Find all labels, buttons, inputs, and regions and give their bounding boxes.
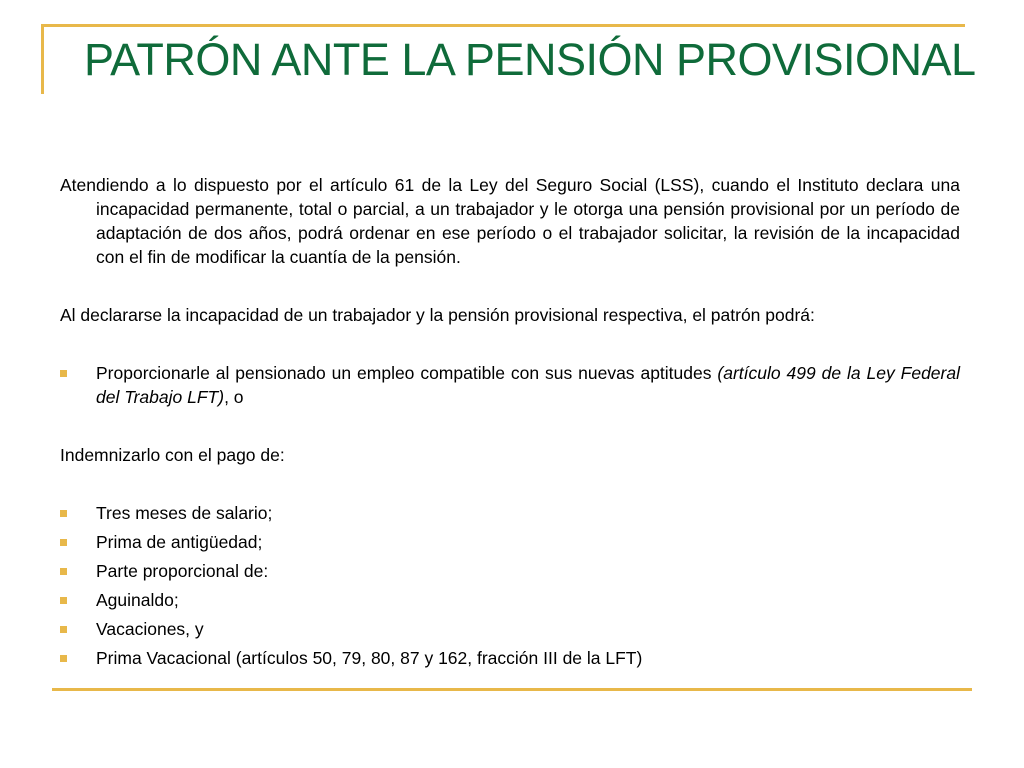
list-item [60, 646, 960, 670]
list-item [60, 617, 960, 641]
square-bullet-icon [60, 510, 67, 517]
declaration-paragraph: Al declararse la incapacidad de un trabajador y la pensión provisional respectiva, el patrón podrá: [60, 305, 815, 325]
intro-paragraph: Atendiendo a lo dispuesto por el artículo 61 de la Ley del Seguro Social (LSS), cuando el Instituto declara una incapacidad permanente, total o parcial, a un trabajador y le otorga una pensión provisional por un período de adaptación de dos años, podrá ordenar en ese período o el trabajador solicitar, la revisión de la incapacidad con el fin de modificar la cuantía de la pensión. [60, 175, 960, 267]
option-one-text: Proporcionarle al pensionado un empleo compatible con sus nuevas aptitudes [96, 363, 718, 383]
list-item [60, 588, 960, 612]
option-one-citation: (artículo 499 de la Ley Federal del Trabajo LFT) [96, 363, 960, 407]
bottom-accent-rule [52, 688, 972, 691]
list-item-text: Vacaciones, y [96, 619, 204, 639]
list-item-text: Aguinaldo; [96, 590, 179, 610]
option-one-suffix: , o [224, 387, 244, 407]
frame-top-accent [41, 24, 965, 27]
indemnify-heading: Indemnizarlo con el pago de: [60, 445, 285, 465]
list-item [60, 530, 960, 554]
indemnity-list [60, 501, 960, 670]
list-item-text: Parte proporcional de: [96, 561, 269, 581]
square-bullet-icon [60, 568, 67, 575]
slide-body [60, 173, 960, 675]
square-bullet-icon [60, 655, 67, 662]
option-one-bullet [60, 361, 960, 409]
square-bullet-icon [60, 539, 67, 546]
square-bullet-icon [60, 626, 67, 633]
list-item-text: Prima Vacacional (artículos 50, 79, 80, 87 y 162, fracción III de la LFT) [96, 648, 643, 668]
list-item [60, 559, 960, 583]
square-bullet-icon [60, 597, 67, 604]
square-bullet-icon [60, 370, 67, 377]
list-item-text: Prima de antigüedad; [96, 532, 263, 552]
list-item-text: Tres meses de salario; [96, 503, 273, 523]
frame-left-accent [41, 24, 44, 94]
list-item [60, 501, 960, 525]
slide-title: PATRÓN ANTE LA PENSIÓN PROVISIONAL [84, 34, 976, 85]
